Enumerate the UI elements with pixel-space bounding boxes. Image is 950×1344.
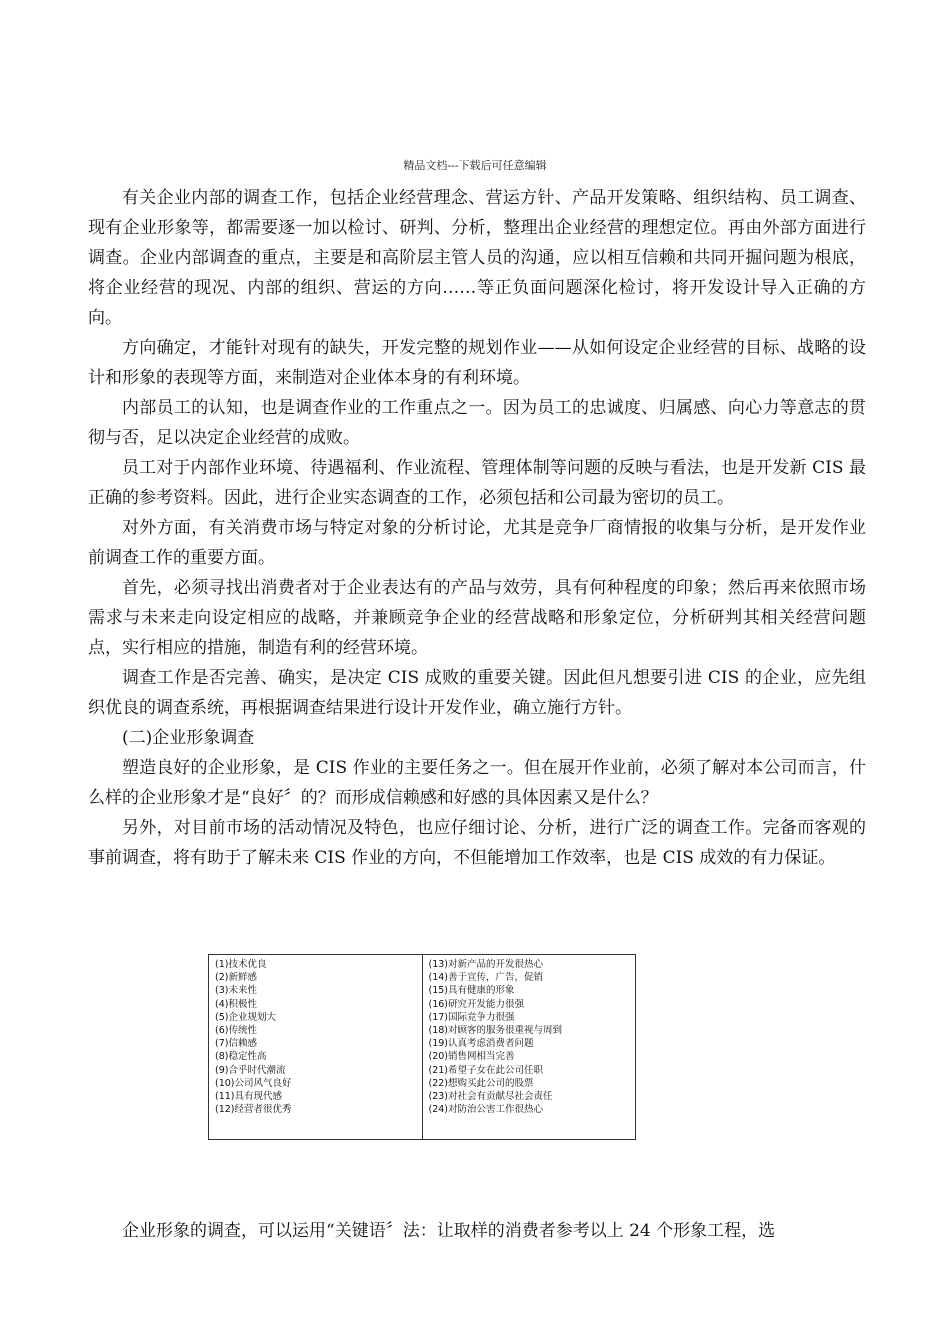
image-keyword-item: (3)未来性 (215, 985, 257, 997)
image-keyword-column-right (422, 955, 636, 1139)
image-keyword-item: (15)具有健康的形象 (428, 985, 515, 997)
paragraph-2: 方向确定，才能针对现有的缺失，开发完整的规划作业——从如何设定企业经营的目标、战略的设计和形象的表现等方面，来制造对企业体本身的有利环境。 (88, 338, 866, 388)
closing-paragraph: 企业形象的调查，可以运用“关键语〞法：让取样的消费者参考以上 24 个形象工程，选 (122, 1221, 776, 1241)
image-keyword-item: (4)积极性 (215, 998, 257, 1010)
page-header: 精品文档---下载后可任意编辑 (403, 159, 547, 172)
closing-section (88, 1216, 866, 1246)
image-keyword-item: (12)经营者很优秀 (215, 1104, 292, 1116)
paragraph-3: 内部员工的认知，也是调查作业的工作重点之一。因为员工的忠诚度、归属感、向心力等意志的贯彻与否，足以决定企业经营的成败。 (88, 398, 866, 448)
image-keyword-item: (22)想购买此公司的股票 (428, 1077, 534, 1089)
image-keyword-item: (20)销售网相当完善 (428, 1051, 515, 1063)
image-keyword-table (208, 954, 636, 1140)
image-keyword-item: (17)国际竞争力很强 (428, 1011, 515, 1023)
paragraph-7: 调查工作是否完善、确实，是决定 CIS 成败的重要关键。因此但凡想要引进 CIS 的企业，应先组织优良的调查系统，再根据调查结果进行设计开发作业，确立施行方针。 (88, 668, 866, 718)
image-keyword-column-left (209, 955, 422, 1139)
image-keyword-item: (24)对防治公害工作很热心 (428, 1104, 544, 1116)
image-keyword-item: (11)具有现代感 (215, 1091, 283, 1103)
image-keyword-item: (14)善于宣传，广告，促销 (428, 972, 544, 984)
paragraph-8: 塑造良好的企业形象，是 CIS 作业的主要任务之一。但在展开作业前，必须了解对本公司而言，什么样的企业形象才是“良好〞的？而形成信赖感和好感的具体因素又是什么？ (88, 758, 866, 808)
image-keyword-item: (16)研究开发能力很强 (428, 998, 525, 1010)
paragraph-9: 另外，对目前市场的活动情况及特色，也应仔细讨论、分析，进行广泛的调查工作。完备而客观的事前调查，将有助于了解未来 CIS 作业的方向，不但能增加工作效率，也是 CIS 成效的有力保证。 (88, 818, 866, 868)
image-keyword-item: (1)技术优良 (215, 959, 267, 970)
image-keyword-item: (21)希望子女在此公司任职 (428, 1064, 544, 1076)
image-keyword-item: (5)企业规划大 (215, 1011, 276, 1023)
section-heading: (二)企业形象调查 (122, 728, 255, 748)
image-keyword-item: (19)认真考虑消费者问题 (428, 1038, 534, 1050)
paragraph-1: 有关企业内部的调查工作，包括企业经营理念、营运方针、产品开发策略、组织结构、员工调查、现有企业形象等，都需要逐一加以检讨、研判、分析，整理出企业经营的理想定位。再由外部方面进行调查。企业内部调查的重点，主要是和高阶层主管人员的沟通，应以相互信赖和共同开掘问题为根底，将企业经营的现况、内部的组织、营运的方向……等正负面问题深化检讨，将开发设计导入正确的方向。 (88, 188, 866, 328)
image-keyword-item: (7)信赖感 (215, 1038, 257, 1050)
image-keyword-item: (9)合乎时代潮流 (215, 1064, 286, 1076)
paragraph-5: 对外方面，有关消费市场与特定对象的分析讨论，尤其是竞争厂商情报的收集与分析，是开发作业前调查工作的重要方面。 (88, 518, 866, 568)
image-keyword-item: (23)对社会有贡献尽社会责任 (428, 1091, 553, 1103)
image-keyword-item: (13)对新产品的开发很热心 (428, 959, 544, 970)
image-keyword-item: (8)稳定性高 (215, 1051, 267, 1063)
document-body (88, 183, 866, 873)
image-keyword-item: (10)公司风气良好 (215, 1077, 292, 1089)
image-keyword-item: (6)传统性 (215, 1025, 257, 1037)
paragraph-6: 首先，必须寻找出消费者对于企业表达有的产品与效劳，具有何种程度的印象；然后再来依照市场需求与未来走向设定相应的战略，并兼顾竞争企业的经营战略和形象定位，分析研判其相关经营问题点，实行相应的措施，制造有利的经营环境。 (88, 578, 866, 658)
paragraph-4: 员工对于内部作业环境、待遇福利、作业流程、管理体制等问题的反映与看法，也是开发新 CIS 最正确的参考资料。因此，进行企业实态调查的工作，必须包括和公司最为密切的员工。 (88, 458, 866, 508)
image-keyword-item: (18)对顾客的服务很重视与周到 (428, 1025, 563, 1037)
image-keyword-item: (2)新鲜感 (215, 972, 257, 984)
